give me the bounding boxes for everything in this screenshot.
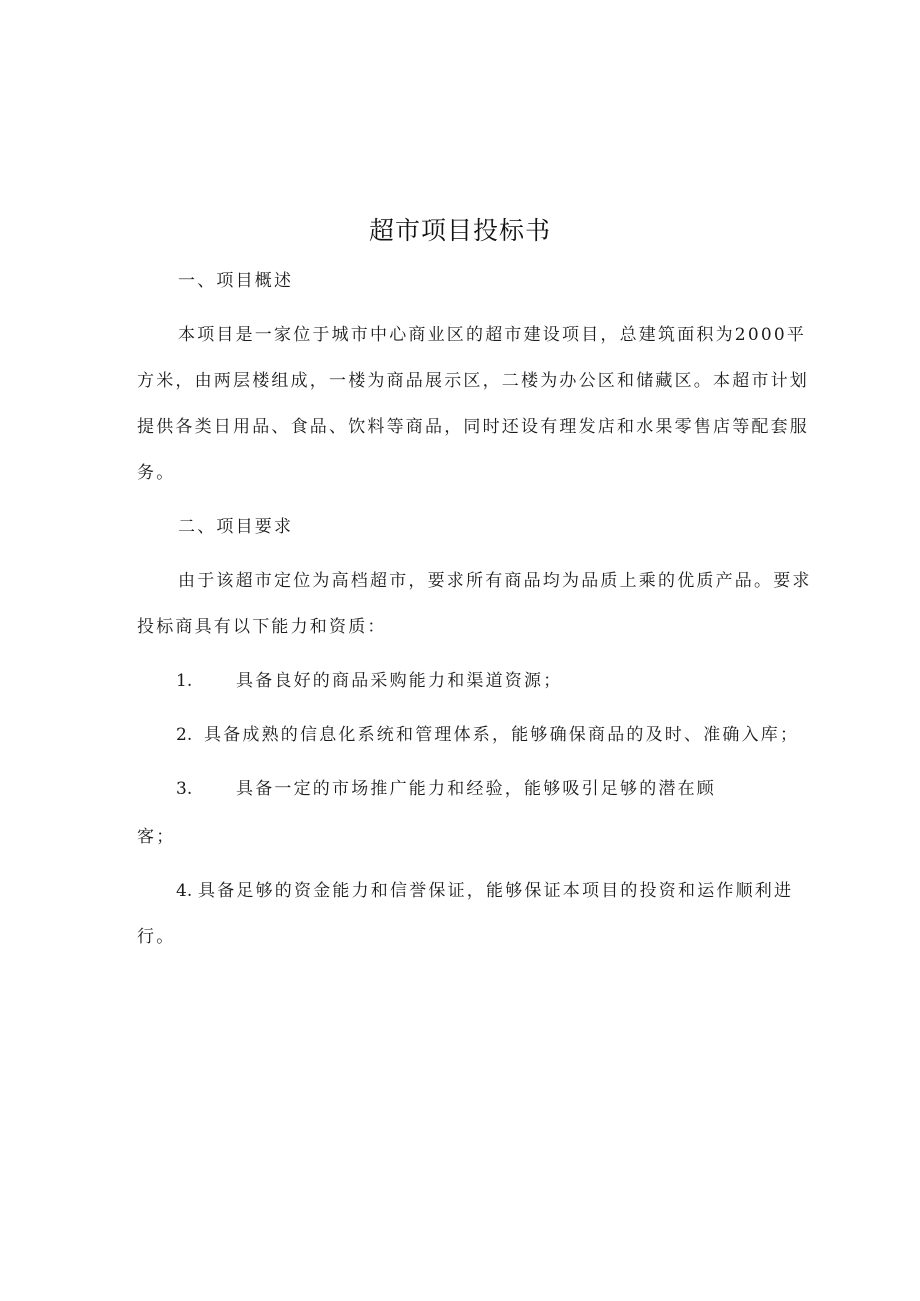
requirement-item: [176, 880, 793, 902]
item-text: 具备成熟的信息化系统和管理体系，能够确保商品的及时、准确入库；: [204, 725, 800, 745]
section-heading-requirements: 二、项目要求: [178, 517, 294, 537]
overview-paragraph-line: 本项目是一家位于城市中心商业区的超市建设项目，总建筑面积为2000平: [178, 325, 807, 345]
overview-paragraph-line: 提供各类日用品、食品、饮料等商品，同时还设有理发店和水果零售店等配套服: [137, 417, 809, 437]
item-text: 具备足够的资金能力和信誉保证，能够保证本项目的投资和运作顺利进: [198, 881, 794, 901]
requirement-item: [176, 778, 716, 800]
item-number: 2.: [176, 725, 193, 745]
item-number: 4.: [176, 881, 193, 901]
requirement-item-continuation: 行。: [137, 927, 176, 947]
item-text: 具备一定的市场推广能力和经验，能够吸引足够的潜在顾: [236, 779, 716, 799]
requirement-item: [176, 724, 799, 746]
overview-paragraph-line: 务。: [137, 463, 176, 483]
item-text: 具备良好的商品采购能力和渠道资源；: [236, 671, 563, 691]
requirements-paragraph-line: 投标商具有以下能力和资质：: [137, 617, 387, 637]
document-title: 超市项目投标书: [368, 216, 551, 245]
requirement-item: [176, 670, 562, 692]
section-heading-overview: 一、项目概述: [178, 271, 294, 291]
item-number: 1.: [176, 671, 193, 691]
item-number: 3.: [176, 779, 193, 799]
overview-paragraph-line: 方米，由两层楼组成，一楼为商品展示区，二楼为办公区和储藏区。本超市计划: [137, 371, 809, 391]
requirements-paragraph-line: 由于该超市定位为高档超市，要求所有商品均为品质上乘的优质产品。要求: [178, 571, 812, 591]
requirement-item-continuation: 客；: [137, 827, 176, 847]
